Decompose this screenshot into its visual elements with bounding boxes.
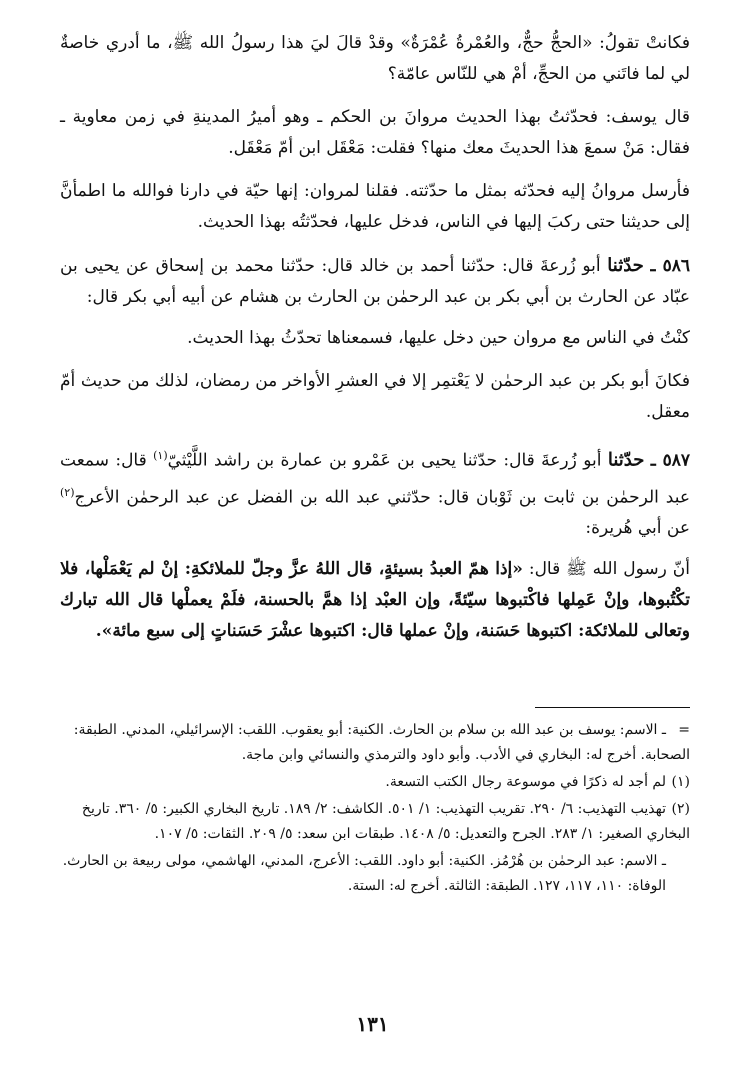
footnote-2	[60, 797, 690, 847]
hadith-586-note: فكانَ أبو بكر بن عبد الرحمٰن لا يَعْتمِر إلا في العشرِ الأواخر من رمضان، لذلك من حديث أمّ معقل.	[60, 371, 690, 422]
footnotes	[60, 718, 690, 899]
isnad-text: أبو زُرعةَ قال: حدّثنا أحمد بن خالد قال: حدّثنا محمد بن إسحاق عن يحيى بن عبّاد عن الحارث بن أبي بكر بن عبد الرحمٰن بن الحارث بن هشام عن أبيه أبي بكر قال:	[60, 256, 690, 307]
footnote-1	[60, 770, 690, 795]
continuation-mark: =	[678, 722, 690, 739]
footnote-text: تهذيب التهذيب: ٦/ ٢٩٠. تقريب التهذيب: ١/ ٥٠١. الكاشف: ٢/ ١٨٩. تاريخ البخاري الكبير: ٥/ ٣٦٠. تاريخ البخاري الصغير: ١/ ٢٨٣. الجرح والتعديل: ٥/ ١٤٠٨. طبقات ابن سعد: ٥/ ٢٠٩. الثقات: ٥/ ١٠٧.	[81, 801, 690, 843]
main-text	[60, 28, 690, 647]
footnote-separator	[535, 707, 690, 708]
hadith-number: ٥٨٦ ـ	[650, 256, 691, 276]
hadith-587-isnad	[60, 440, 690, 544]
footnote-ref-2[interactable]: (٢)	[60, 485, 75, 499]
paragraph-2: قال يوسف: فحدّثتُ بهذا الحديث مروانَ بن الحكم ـ وهو أميرُ المدينةِ في زمن معاوية ـ فقال: مَنْ سمعَ هذا الحديثَ معك منها؟ فقلت: مَعْقَل ابن أمّ مَعْقَل.	[60, 107, 690, 158]
footnote-text: ـ الاسم: يوسف بن عبد الله بن سلام بن الحارث. الكنية: أبو يعقوب. اللقب: الإسرائيلي، المدني. الطبقة: الصحابة. أخرج له: البخاري في الأدب. وأبو داود والترمذي والنسائي وابن ماجة.	[73, 722, 690, 764]
footnote-continued	[60, 718, 690, 768]
footnote-2-bio: ـ الاسم: عبد الرحمٰن بن هُرْمُز. الكنية: أبو داود. اللقب: الأعرج، المدني، الهاشمي، مولى ربيعة بن الحارث. الوفاة: ١١٠، ١١٧، ١٢٧. الطبقة: الثالثة. أخرج له: الستة.	[62, 853, 666, 895]
isnad-text: أبو زُرعةَ قال: حدّثنا يحيى بن عَمْرو بن عمارة بن راشد اللَّيْثيّ	[167, 450, 602, 471]
hadith-586-isnad	[60, 250, 690, 313]
footnote-text: لم أجد له ذكرًا في موسوعة رجال الكتب التسعة.	[385, 774, 666, 791]
page-number: ١٣١	[356, 1012, 389, 1036]
hadith-587-text	[60, 554, 690, 647]
hadith-586-text: كنْتُ في الناس مع مروان حين دخل عليها، فسمعناها تحدّثُ بهذا الحديث.	[187, 328, 690, 348]
paragraph-3: فأرسل مروانُ إليه فحدّثه بمثل ما حدّثته. فقلنا لمروان: إنها حيّة في دارنا فوالله ما اطمأنَّ إلى حديثنا حتى ركبَ إليها في الناس، فدخل عليها، فحدّثتُه بهذا الحديث.	[60, 181, 690, 232]
hadith-intro: أنّ رسول الله ﷺ قال:	[522, 559, 690, 580]
hadith-quote: «إذا همّ العبدُ بسيئةٍ، قال اللهُ عزَّ وجلّ للملائكةِ: إنْ لم يَعْمَلْها، فلا تكْتُبوها، وإنْ عَمِلها فاكْتبوها سيّئةً، وإن العبْد إذا همَّ بالحسنة، فلَمْ يعملْها قال الله تبارك وتعالى للملائكة: اكتبوها حَسَنة، وإنْ عملها قال: اكتبوها عشْرَ حَسَناتٍ إلى سبع مائة».	[60, 559, 690, 642]
footnote-mark: (١)	[671, 774, 690, 791]
isnad-text: قال: سمعت عبد الرحمٰن بن ثابت بن ثَوْبان قال: حدّثني عبد الله بن الفضل عن عبد الرحمٰن الأعرج	[60, 450, 690, 508]
haddathana-label: حدّثنا	[607, 255, 644, 276]
footnote-ref-1[interactable]: (١)	[153, 449, 168, 462]
paragraph-1: فكانتْ تقولُ: «الحجُّ حجٌّ، والعُمْرةُ عُمْرَةٌ» وقدْ قالَ ليَ هذا رسولُ الله ﷺ، ما أدري خاصةٌ لي لما فاتَني من الحجِّ، أمْ هي للنّاس عامّة؟	[60, 33, 690, 84]
footnote-mark: (٢)	[671, 801, 690, 818]
hadith-number: ٥٨٧ ـ	[650, 450, 691, 471]
haddathana-label: حدّثنا	[607, 449, 645, 471]
isnad-text: عن أبي هُريرة:	[585, 518, 690, 539]
